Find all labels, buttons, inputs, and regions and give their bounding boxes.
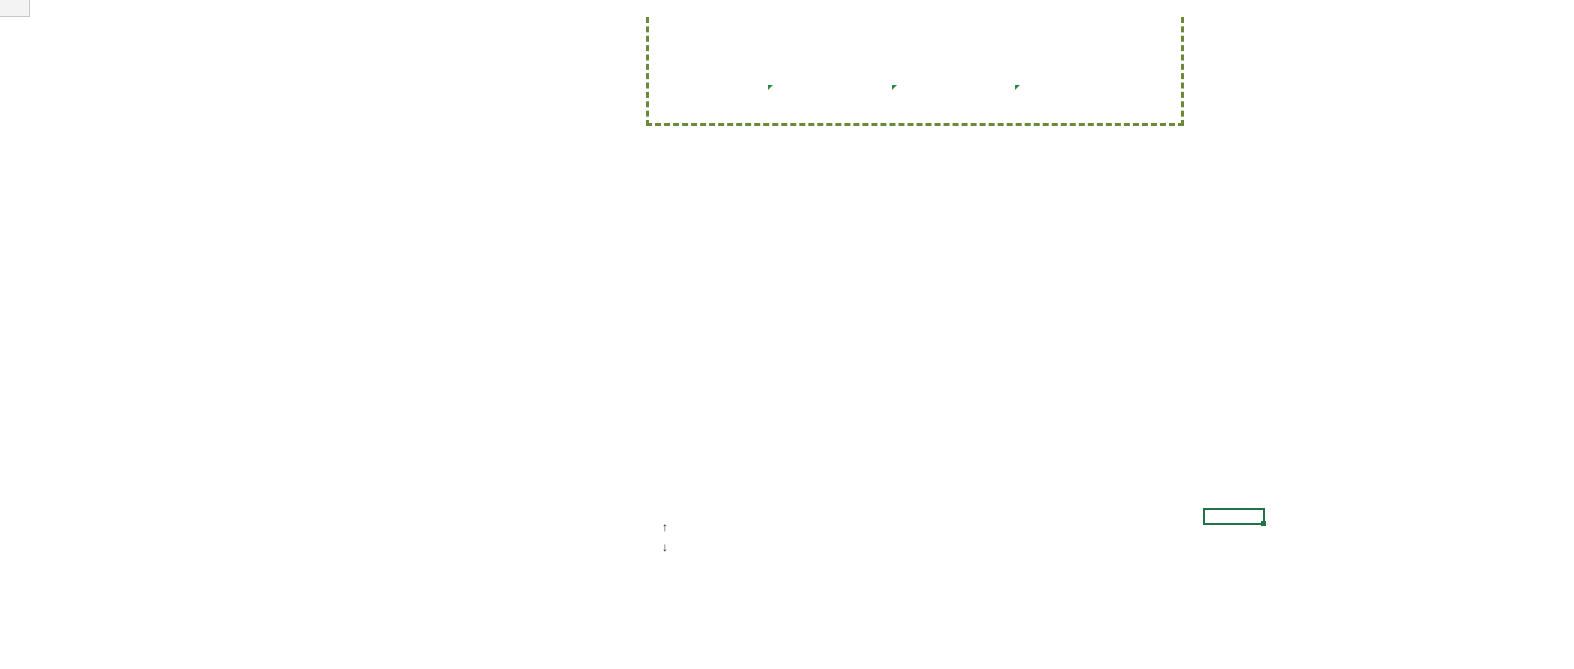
active-cell[interactable] — [1203, 508, 1265, 525]
fill-handle[interactable] — [1261, 521, 1266, 526]
result-box — [646, 17, 1184, 126]
legend-up: ↑ — [662, 520, 672, 534]
select-all-corner[interactable] — [0, 0, 30, 17]
legend-down: ↓ — [662, 540, 672, 554]
